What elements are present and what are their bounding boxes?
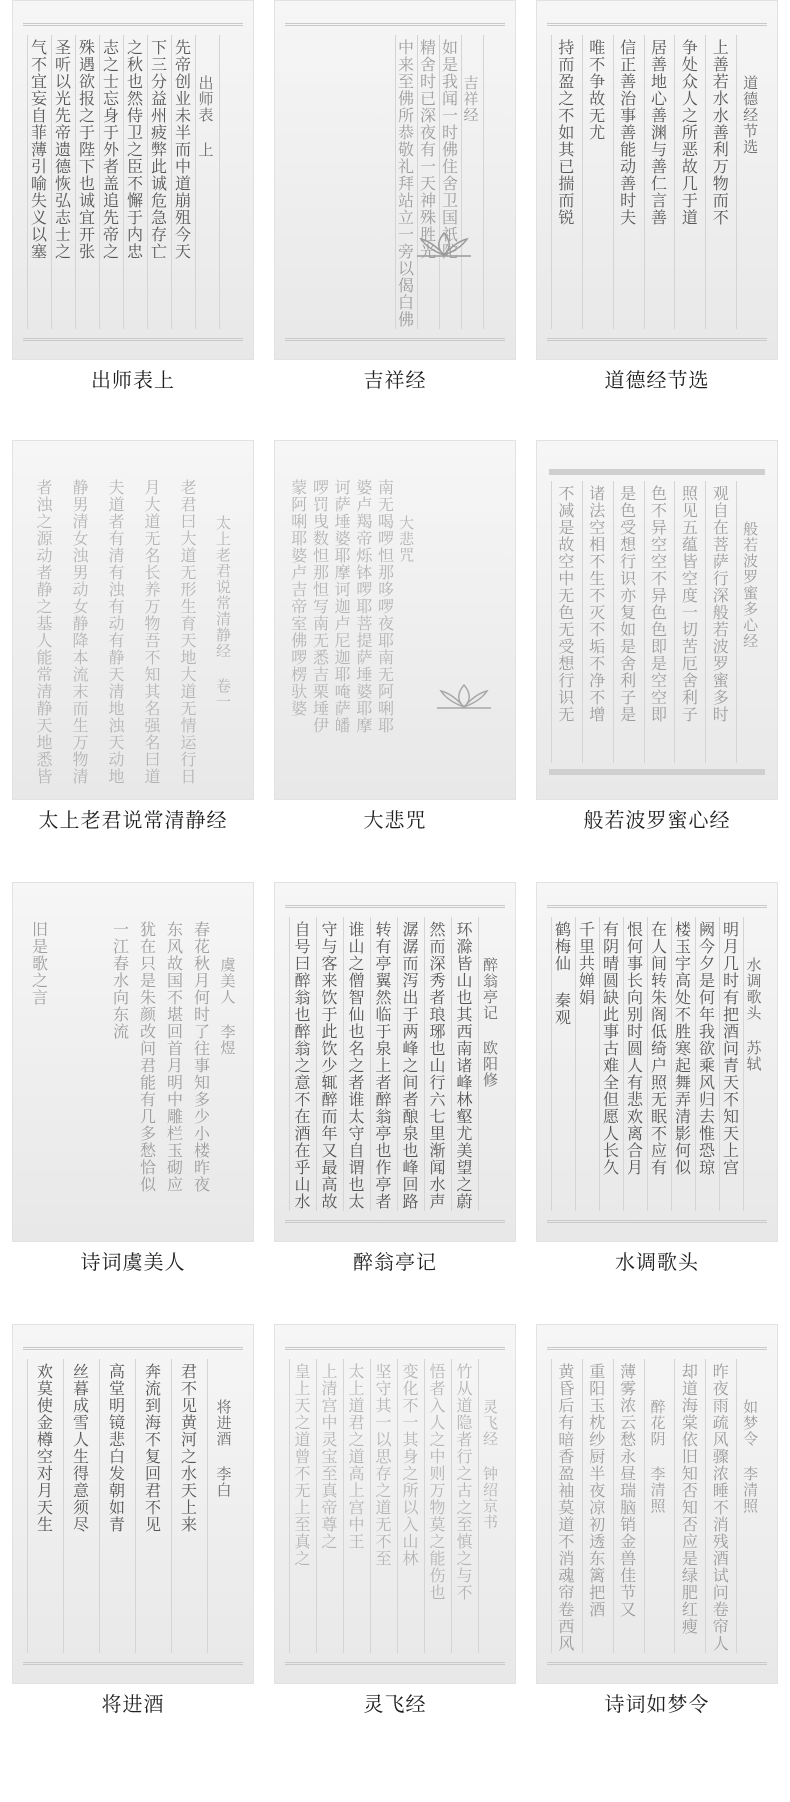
column-text: 明月几时有把酒问青天不知天上宫 bbox=[720, 921, 740, 1176]
column-text: 上清宫中灵宝至真帝尊之 bbox=[319, 1363, 338, 1550]
column-text: 争处众人之所恶故几于道 bbox=[679, 39, 699, 226]
text-column bbox=[75, 35, 95, 329]
column-text: 有阴晴圆缺此事古难全但愿人长久 bbox=[600, 921, 620, 1176]
text-column bbox=[613, 1359, 640, 1653]
card-caption[interactable]: 出师表上 bbox=[91, 368, 175, 392]
text-column bbox=[63, 1359, 95, 1653]
column-text: 圣听以光先帝遗德恢弘志士之 bbox=[52, 39, 72, 260]
text-column bbox=[81, 917, 104, 1211]
calligraphy-thumbnail[interactable] bbox=[274, 1324, 516, 1684]
card-caption[interactable]: 太上老君说常清静经 bbox=[38, 808, 228, 832]
text-column bbox=[27, 475, 59, 785]
column-text: 夫道者有清有浊有动有静天清地浊天动地 bbox=[106, 479, 125, 785]
column-text: 守与客来饮于此饮少辄醉而年又最高故 bbox=[319, 921, 338, 1210]
text-column bbox=[551, 917, 571, 1211]
column-text: 诸法空相不生不灭不垢不净不增 bbox=[586, 485, 606, 723]
column-text: 醉花阴 李清照 bbox=[648, 1399, 667, 1514]
calligraphy-thumbnail[interactable] bbox=[274, 440, 516, 800]
text-column bbox=[736, 1359, 763, 1653]
column-text: 醉翁亭记 欧阳修 bbox=[481, 957, 499, 1088]
text-column bbox=[63, 475, 95, 785]
card-caption[interactable]: 醉翁亭记 bbox=[353, 1250, 437, 1274]
gallery-card[interactable] bbox=[536, 882, 778, 1274]
text-column bbox=[316, 1359, 339, 1653]
gallery-card[interactable] bbox=[274, 0, 516, 392]
gallery-card[interactable] bbox=[274, 440, 516, 832]
text-column bbox=[343, 917, 366, 1211]
text-column bbox=[551, 35, 578, 329]
column-text: 气不宜妄自菲薄引喻失义以塞 bbox=[28, 39, 48, 260]
text-column bbox=[644, 481, 671, 763]
column-text: 出师表 上 bbox=[196, 75, 215, 158]
text-column bbox=[99, 1359, 131, 1653]
text-column bbox=[613, 35, 640, 329]
text-column bbox=[99, 35, 119, 329]
column-text: 中来至佛所恭敬礼拜站立一旁以偈白佛 bbox=[395, 39, 415, 328]
gallery-card[interactable] bbox=[536, 440, 778, 832]
column-text: 蒙阿唎耶婆卢吉帝室佛啰楞驮婆 bbox=[288, 479, 308, 717]
text-column bbox=[736, 481, 763, 763]
text-column bbox=[135, 1359, 167, 1653]
text-column bbox=[370, 917, 393, 1211]
text-column bbox=[27, 917, 50, 1211]
column-text: 一江春水向东流 bbox=[110, 921, 130, 1040]
text-column bbox=[551, 481, 578, 763]
lotus-icon bbox=[409, 229, 479, 259]
calligraphy-thumbnail[interactable] bbox=[274, 882, 516, 1242]
text-column bbox=[623, 917, 643, 1211]
column-text: 精舍时已深夜有一天神殊胜光 bbox=[417, 39, 437, 260]
calligraphy-thumbnail[interactable] bbox=[12, 440, 254, 800]
text-column bbox=[343, 1359, 366, 1653]
column-text: 丝暮成雪人生得意须尽 bbox=[70, 1363, 90, 1533]
text-column bbox=[424, 917, 447, 1211]
text-column bbox=[397, 475, 415, 769]
column-text: 将进酒 李白 bbox=[214, 1399, 233, 1498]
gallery-card[interactable] bbox=[12, 882, 254, 1274]
column-text: 潺潺而泻出于两峰之间者酿泉也峰回路 bbox=[400, 921, 419, 1210]
column-text: 奔流到海不复回君不见 bbox=[142, 1363, 162, 1533]
text-column bbox=[147, 35, 167, 329]
text-column bbox=[424, 1359, 447, 1653]
text-column bbox=[743, 917, 763, 1211]
calligraphy-thumbnail[interactable] bbox=[536, 1324, 778, 1684]
text-column bbox=[613, 481, 640, 763]
text-column bbox=[51, 35, 71, 329]
text-column bbox=[478, 917, 501, 1211]
column-text: 不减是故空中无色无受想行识无 bbox=[555, 485, 575, 723]
column-text: 婆卢羯帝烁钵啰耶菩提萨埵婆耶摩 bbox=[353, 479, 373, 734]
text-column bbox=[647, 917, 667, 1211]
tibetan-emblem bbox=[395, 151, 495, 261]
column-text: 静男清女浊男动女静降本流末而生万物清 bbox=[70, 479, 89, 785]
column-text: 昨夜雨疏风骤浓睡不消残酒试问卷帘人 bbox=[710, 1363, 730, 1652]
text-column bbox=[289, 1359, 312, 1653]
text-column bbox=[289, 917, 312, 1211]
column-text: 殊遇欲报之于陛下也诚宜开张 bbox=[76, 39, 96, 260]
column-text: 鹤梅仙 秦观 bbox=[552, 921, 572, 1026]
column-text: 下三分益州疲弊此诚危急存亡 bbox=[148, 39, 168, 260]
column-text: 竹从道隐者行之古之至慎之与不 bbox=[454, 1363, 473, 1601]
text-column bbox=[27, 1359, 59, 1653]
text-column bbox=[671, 917, 691, 1211]
column-text: 黄昏后有暗香盈袖莫道不消魂帘卷西风 bbox=[555, 1363, 575, 1652]
text-column bbox=[582, 481, 609, 763]
column-text: 春花秋月何时了往事知多少小楼昨夜 bbox=[191, 921, 211, 1193]
column-text: 高堂明镜悲白发朝如青 bbox=[106, 1363, 126, 1533]
column-text: 重阳玉枕纱厨半夜凉初透东篱把酒 bbox=[586, 1363, 606, 1618]
column-text: 太上老君说常清静经 卷一 bbox=[214, 515, 232, 710]
column-text: 水调歌头 苏轼 bbox=[744, 957, 763, 1072]
column-text: 犹在只是朱颜改问君能有几多愁恰似 bbox=[137, 921, 157, 1193]
gallery-card[interactable] bbox=[536, 1324, 778, 1716]
column-text: 千里共婵娟 bbox=[576, 921, 596, 1006]
text-column bbox=[135, 917, 158, 1211]
card-caption[interactable]: 将进酒 bbox=[101, 1692, 165, 1716]
text-column bbox=[108, 917, 131, 1211]
text-column bbox=[644, 1359, 671, 1653]
column-text: 诃萨埵婆耶摩诃迦卢尼迦耶唵萨皤 bbox=[332, 479, 352, 734]
column-text: 上善若水水善利万物而不 bbox=[710, 39, 730, 226]
text-column bbox=[171, 1359, 203, 1653]
column-text: 然而深秀者琅琊也山行六七里渐闻水声 bbox=[427, 921, 446, 1210]
text-column bbox=[370, 1359, 393, 1653]
column-text: 却道海棠依旧知否知否应是绿肥红瘦 bbox=[679, 1363, 699, 1635]
text-column bbox=[27, 35, 47, 329]
column-text: 虞美人 李煜 bbox=[218, 957, 237, 1056]
column-text: 转有亭翼然临于泉上者醉翁亭也作亭者 bbox=[373, 921, 392, 1210]
column-text: 太上道君之道高上宫中王 bbox=[346, 1363, 365, 1550]
column-text: 吉祥经 bbox=[461, 75, 480, 123]
column-text: 君不见黄河之水天上来 bbox=[178, 1363, 198, 1533]
text-column bbox=[582, 1359, 609, 1653]
column-text: 居善地心善渊与善仁言善 bbox=[648, 39, 668, 226]
text-column bbox=[311, 475, 329, 769]
text-column bbox=[719, 917, 739, 1211]
text-column bbox=[99, 475, 131, 785]
column-text: 照见五蕴皆空度一切苦厄舍利子 bbox=[679, 485, 699, 723]
column-text: 坚守其一以思存之道无不至 bbox=[373, 1363, 392, 1567]
text-column bbox=[171, 475, 203, 785]
gallery-card[interactable] bbox=[12, 440, 254, 832]
text-column bbox=[705, 35, 732, 329]
text-column bbox=[397, 917, 420, 1211]
gallery-card[interactable] bbox=[274, 882, 516, 1274]
text-column bbox=[123, 35, 143, 329]
text-column bbox=[599, 917, 619, 1211]
calligraphy-thumbnail[interactable] bbox=[12, 882, 254, 1242]
text-column bbox=[736, 35, 763, 329]
column-text: 环滁皆山也其西南诸峰林壑尤美望之蔚 bbox=[454, 921, 473, 1210]
column-text: 如梦令 李清照 bbox=[741, 1399, 760, 1514]
text-column bbox=[397, 1359, 420, 1653]
gallery-card[interactable] bbox=[12, 0, 254, 392]
card-caption[interactable]: 诗词虞美人 bbox=[80, 1250, 186, 1274]
column-text: 谁山之僧智仙也名之者谁太守自谓也太 bbox=[346, 921, 365, 1210]
calligraphy-thumbnail[interactable] bbox=[536, 882, 778, 1242]
column-text: 之秋也然侍卫之臣不懈于内忠 bbox=[124, 39, 144, 260]
column-text: 先帝创业未半而中道崩殂今天 bbox=[172, 39, 192, 260]
calligraphy-thumbnail[interactable] bbox=[536, 0, 778, 360]
text-column bbox=[195, 35, 215, 329]
column-text: 啰罚曳数怛那怛写南无悉吉栗埵伊 bbox=[310, 479, 330, 734]
gallery-card[interactable] bbox=[12, 1324, 254, 1716]
text-column bbox=[207, 475, 239, 769]
column-text: 观自在菩萨行深般若波罗蜜多时 bbox=[710, 485, 730, 723]
column-text: 大悲咒 bbox=[397, 515, 416, 563]
text-column bbox=[674, 1359, 701, 1653]
column-text: 悟者入人之中则万物莫之能伤也 bbox=[427, 1363, 446, 1601]
calligraphy-thumbnail[interactable] bbox=[536, 440, 778, 800]
text-column bbox=[189, 917, 212, 1211]
column-text: 欢莫使金樽空对月天生 bbox=[34, 1363, 54, 1533]
text-column bbox=[354, 475, 372, 769]
card-caption[interactable]: 道德经节选 bbox=[604, 368, 710, 392]
column-text: 般若波罗蜜多心经 bbox=[741, 521, 760, 649]
column-text: 道德经节选 bbox=[741, 75, 760, 155]
column-text: 月大道无名长养万物吾不知其名强名曰道 bbox=[142, 479, 161, 785]
text-column bbox=[332, 475, 350, 769]
column-text: 色不异空空不异色色即是空空即 bbox=[648, 485, 668, 723]
column-text: 者浊之源动者静之基人能常清静天地悉皆 bbox=[34, 479, 53, 785]
column-text: 是色受想行识亦复如是舍利子是 bbox=[617, 485, 637, 723]
column-text: 楼玉宇高处不胜寒起舞弄清影何似 bbox=[672, 921, 692, 1176]
text-column bbox=[551, 1359, 578, 1653]
text-column bbox=[171, 35, 191, 329]
card-caption[interactable]: 灵飞经 bbox=[363, 1692, 427, 1716]
text-column bbox=[674, 35, 701, 329]
column-text: 阙今夕是何年我欲乘风归去惟恐琼 bbox=[696, 921, 716, 1176]
calligraphy-thumbnail[interactable] bbox=[12, 0, 254, 360]
text-column bbox=[582, 35, 609, 329]
gallery-card[interactable] bbox=[536, 0, 778, 392]
card-caption[interactable]: 诗词如梦令 bbox=[604, 1692, 710, 1716]
calligraphy-thumbnail[interactable] bbox=[274, 0, 516, 360]
lotus-icon bbox=[429, 681, 499, 711]
text-column bbox=[705, 481, 732, 763]
text-column bbox=[216, 917, 239, 1211]
text-column bbox=[376, 475, 394, 769]
card-caption[interactable]: 吉祥经 bbox=[363, 368, 427, 392]
column-text: 恨何事长向别时圆人有悲欢离合月 bbox=[624, 921, 644, 1176]
column-text: 老君曰大道无形生育天地大道无情运行日 bbox=[178, 479, 197, 785]
tibetan-emblem bbox=[425, 611, 505, 721]
gallery-card[interactable] bbox=[274, 1324, 516, 1716]
calligraphy-thumbnail[interactable] bbox=[12, 1324, 254, 1684]
column-text: 自号曰醉翁也醉翁之意不在酒在乎山水 bbox=[292, 921, 311, 1210]
card-caption[interactable]: 水调歌头 bbox=[615, 1250, 699, 1274]
text-column bbox=[54, 917, 77, 1211]
text-column bbox=[705, 1359, 732, 1653]
column-text: 旧是歌之言 bbox=[29, 921, 49, 1006]
text-column bbox=[162, 917, 185, 1211]
text-column bbox=[207, 1359, 239, 1653]
text-column bbox=[316, 917, 339, 1211]
text-column bbox=[644, 35, 671, 329]
column-text: 唯不争故无尤 bbox=[586, 39, 606, 141]
column-text: 东风故国不堪回首月明中雕栏玉砌应 bbox=[164, 921, 184, 1193]
text-column bbox=[575, 917, 595, 1211]
column-text: 信正善治事善能动善时夫 bbox=[617, 39, 637, 226]
text-column bbox=[451, 917, 474, 1211]
text-column bbox=[695, 917, 715, 1211]
column-text: 皇上天之道曾不无上至真之 bbox=[292, 1363, 311, 1567]
text-column bbox=[135, 475, 167, 785]
column-text: 在人间转朱阁低绮户照无眠不应有 bbox=[648, 921, 668, 1176]
text-column bbox=[478, 1359, 501, 1653]
column-text: 南无喝啰怛那哆啰夜耶南无阿唎耶 bbox=[375, 479, 395, 734]
text-column bbox=[219, 35, 239, 329]
card-caption[interactable]: 大悲咒 bbox=[363, 808, 427, 832]
column-text: 变化不一其身之所以入山林 bbox=[400, 1363, 419, 1567]
column-text: 持而盈之不如其已揣而锐 bbox=[555, 39, 575, 226]
column-text: 志之士忘身于外者盖追先帝之 bbox=[100, 39, 120, 260]
column-text: 灵飞经 钟绍京书 bbox=[481, 1399, 499, 1530]
card-caption[interactable]: 般若波罗蜜心经 bbox=[583, 808, 731, 832]
column-text: 薄雾浓云愁永昼瑞脑销金兽佳节又 bbox=[617, 1363, 637, 1618]
text-column bbox=[451, 1359, 474, 1653]
text-column bbox=[289, 475, 307, 769]
column-text: 如是我闻一时佛住舍卫国祇陀 bbox=[439, 39, 459, 260]
text-column bbox=[674, 481, 701, 763]
